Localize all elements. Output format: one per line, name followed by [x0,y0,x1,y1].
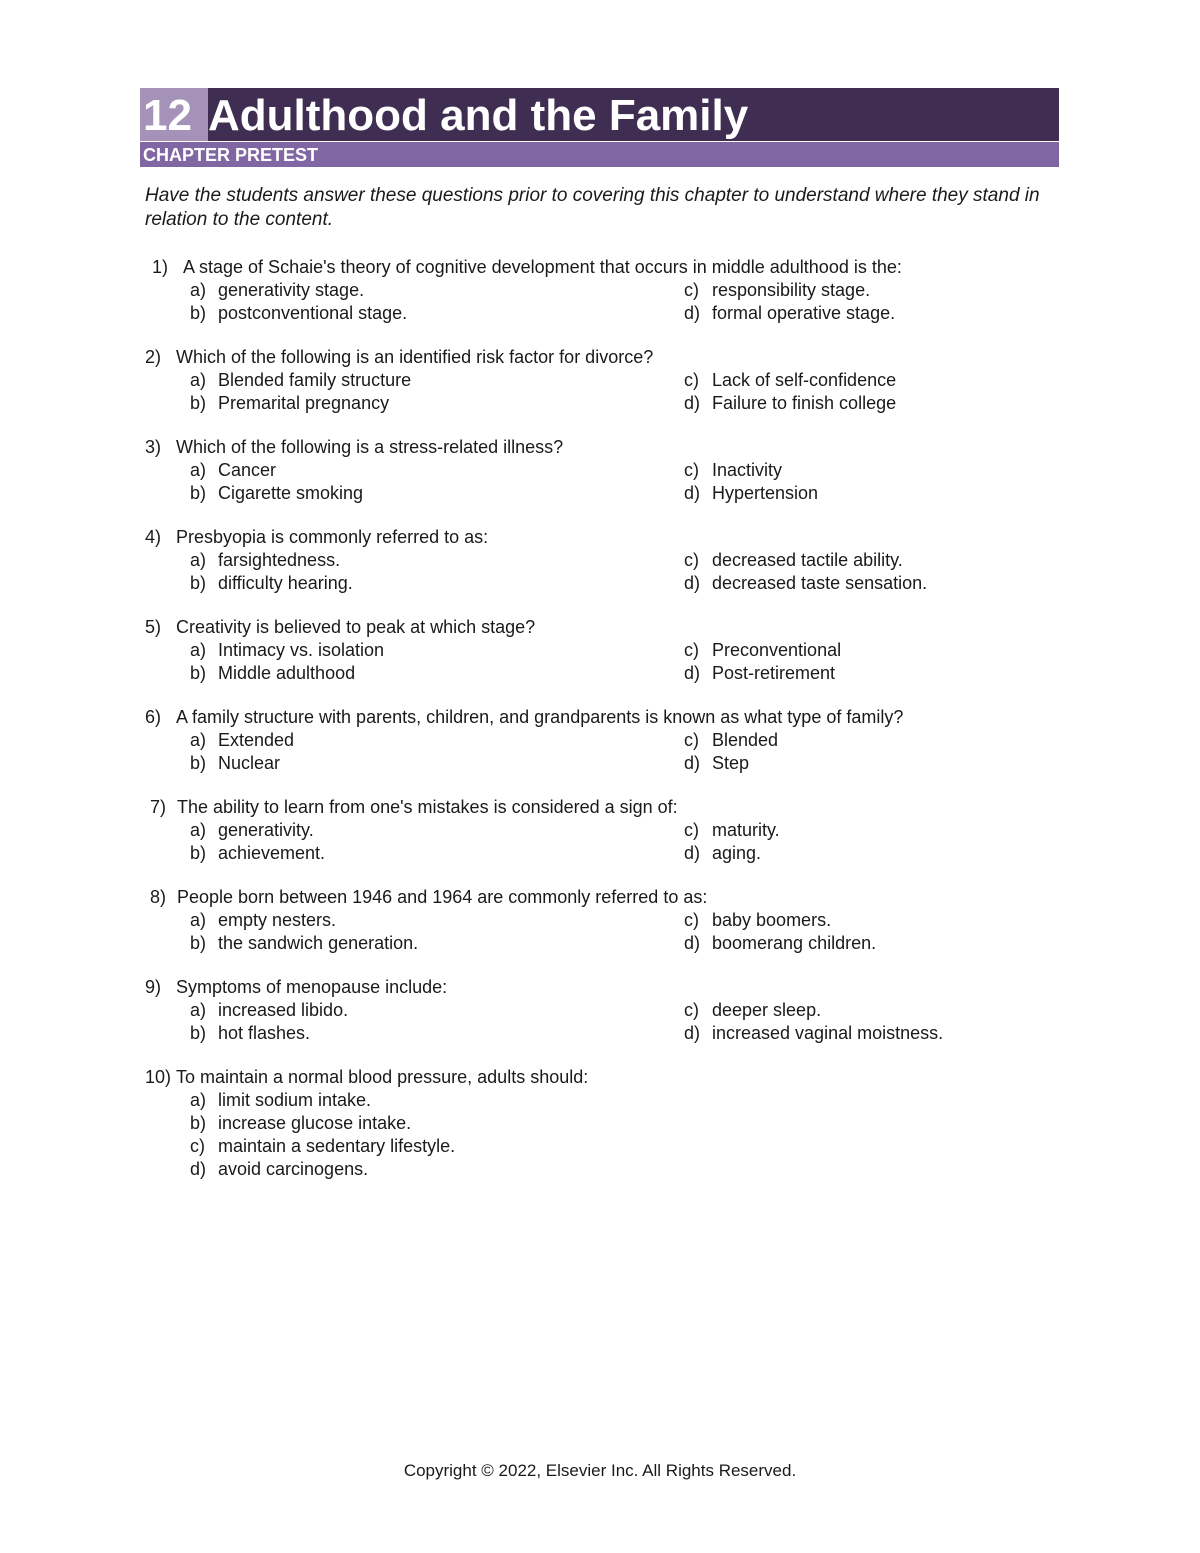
question-item [0,1066,1200,1186]
chapter-header [140,88,1059,141]
option-b: b) Middle adulthood [190,663,356,683]
option-c: c) Blended [684,730,779,750]
option-b: b) postconventional stage. [190,303,408,323]
option-a: a) increased libido. [190,1000,349,1020]
copyright-footer: Copyright © 2022, Elsevier Inc. All Rights Reserved. [403,1461,797,1480]
question-list [0,256,1200,1186]
option-a: a) Blended family structure [190,370,412,390]
option-a: a) Cancer [190,460,277,480]
question-stem: Which of the following is an identified risk factor for divorce? [176,347,654,367]
question-text [145,346,653,368]
option-b: b) increase glucose intake. [190,1113,412,1133]
option-b: b) difficulty hearing. [190,573,353,593]
question-stem: The ability to learn from one's mistakes is considered a sign of: [177,797,678,817]
option-a: a) Intimacy vs. isolation [190,640,385,660]
option-a: a) generativity stage. [190,280,365,300]
option-b: b) Premarital pregnancy [190,393,390,413]
question-number: 1) [152,257,169,277]
question-number: 4) [145,527,162,547]
option-d: d) Hypertension [684,483,819,503]
option-b: b) the sandwich generation. [190,933,419,953]
option-d: d) formal operative stage. [684,303,896,323]
intro-text: Have the students answer these questions prior to covering this chapter to understand where they stand in relation to the content. [145,185,1040,230]
question-stem: A stage of Schaie's theory of cognitive development that occurs in middle adulthood is the: [183,257,902,277]
question-text [145,436,563,458]
question-text [145,1066,588,1088]
question-stem: Presbyopia is commonly referred to as: [176,527,489,547]
option-d: d) Step [684,753,750,773]
option-c: c) Lack of self-confidence [684,370,897,390]
option-a: a) generativity. [190,820,314,840]
option-a: a) farsightedness. [190,550,341,570]
option-b: b) Nuclear [190,753,281,773]
option-c: c) baby boomers. [684,910,832,930]
question-stem: A family structure with parents, children, and grandparents is known as what type of family? [176,707,904,727]
option-c: c) deeper sleep. [684,1000,822,1020]
option-b: b) achievement. [190,843,326,863]
question-number: 9) [145,977,162,997]
option-d: d) increased vaginal moistness. [684,1023,944,1043]
question-number: 8) [150,887,167,907]
option-c: c) maintain a sedentary lifestyle. [190,1136,456,1156]
option-a: a) Extended [190,730,295,750]
question-number: 10) [145,1067,172,1087]
option-c: c) maturity. [684,820,780,840]
option-c: c) responsibility stage. [684,280,871,300]
question-stem: Creativity is believed to peak at which stage? [176,617,536,637]
question-number: 6) [145,707,162,727]
question-number: 7) [150,797,167,817]
question-stem: To maintain a normal blood pressure, adults should: [176,1067,589,1087]
question-item [0,976,1200,1066]
question-stem: Symptoms of menopause include: [176,977,448,997]
question-number: 2) [145,347,162,367]
option-b: b) Cigarette smoking [190,483,364,503]
question-item [0,436,1200,526]
question-item [0,886,1200,976]
question-text [150,886,707,908]
option-c: c) Inactivity [684,460,783,480]
question-item [0,706,1200,796]
question-text [145,706,903,728]
chapter-title: Adulthood and the Family [208,91,749,140]
option-a: a) empty nesters. [190,910,337,930]
option-a: a) limit sodium intake. [190,1090,372,1110]
option-d: d) boomerang children. [684,933,877,953]
question-text [145,976,447,998]
option-d: d) aging. [684,843,762,863]
section-label: CHAPTER PRETEST [140,142,1059,167]
option-b: b) hot flashes. [190,1023,311,1043]
question-item [0,346,1200,436]
question-number: 5) [145,617,162,637]
question-item [0,796,1200,886]
question-stem: Which of the following is a stress-related illness? [176,437,564,457]
option-d: d) avoid carcinogens. [190,1159,369,1179]
option-d: d) decreased taste sensation. [684,573,928,593]
question-stem: People born between 1946 and 1964 are commonly referred to as: [177,887,708,907]
option-d: d) Post-retirement [684,663,836,683]
question-text [145,526,488,548]
question-text [150,796,678,818]
question-item [0,526,1200,616]
question-item [0,616,1200,706]
option-d: d) Failure to finish college [684,393,897,413]
question-text [152,256,902,278]
question-text [145,616,535,638]
option-c: c) Preconventional [684,640,842,660]
question-number: 3) [145,437,162,457]
chapter-number: 12 [140,88,208,141]
option-c: c) decreased tactile ability. [684,550,903,570]
question-item [0,256,1200,346]
